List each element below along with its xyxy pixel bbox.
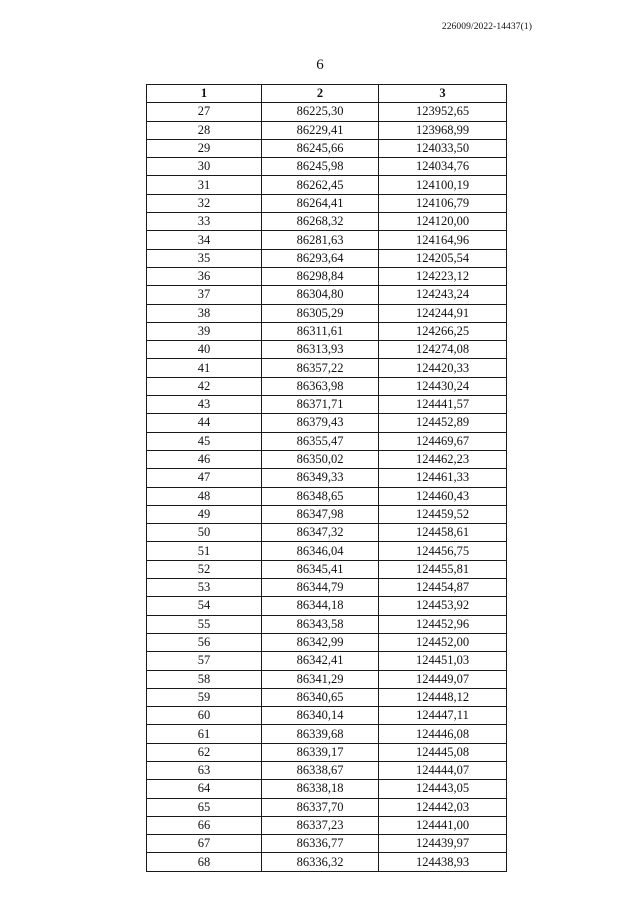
coordinate-y-cell: 124441,00 (379, 816, 507, 834)
point-number-cell: 37 (147, 286, 262, 304)
point-number-cell: 47 (147, 469, 262, 487)
coordinate-x-cell: 86313,93 (262, 341, 379, 359)
point-number-cell: 57 (147, 652, 262, 670)
point-number-cell: 63 (147, 761, 262, 779)
coordinate-y-cell: 124443,05 (379, 780, 507, 798)
coordinate-x-cell: 86245,66 (262, 139, 379, 157)
coordinate-x-cell: 86340,65 (262, 688, 379, 706)
coordinate-x-cell: 86339,17 (262, 743, 379, 761)
coordinate-x-cell: 86344,79 (262, 579, 379, 597)
table-row (147, 158, 507, 176)
coordinate-x-cell: 86268,32 (262, 213, 379, 231)
table-row (147, 267, 507, 285)
point-number-cell: 32 (147, 194, 262, 212)
coordinate-y-cell: 124438,93 (379, 853, 507, 871)
table-row (147, 743, 507, 761)
point-number-cell: 49 (147, 505, 262, 523)
coordinate-x-cell: 86305,29 (262, 304, 379, 322)
coordinate-y-cell: 124448,12 (379, 688, 507, 706)
point-number-cell: 33 (147, 213, 262, 231)
column-header-2: 2 (262, 85, 379, 103)
point-number-cell: 50 (147, 524, 262, 542)
point-number-cell: 44 (147, 414, 262, 432)
point-number-cell: 27 (147, 103, 262, 121)
coordinate-x-cell: 86281,63 (262, 231, 379, 249)
point-number-cell: 58 (147, 670, 262, 688)
table-row (147, 194, 507, 212)
coordinate-x-cell: 86350,02 (262, 450, 379, 468)
point-number-cell: 46 (147, 450, 262, 468)
table-row (147, 798, 507, 816)
coordinate-y-cell: 124462,23 (379, 450, 507, 468)
coordinate-y-cell: 124461,33 (379, 469, 507, 487)
coordinate-x-cell: 86340,14 (262, 707, 379, 725)
point-number-cell: 56 (147, 633, 262, 651)
table-row (147, 853, 507, 871)
table-row (147, 121, 507, 139)
point-number-cell: 34 (147, 231, 262, 249)
table-row (147, 816, 507, 834)
point-number-cell: 59 (147, 688, 262, 706)
table-row (147, 469, 507, 487)
coordinate-x-cell: 86225,30 (262, 103, 379, 121)
coordinate-x-cell: 86298,84 (262, 267, 379, 285)
coordinate-y-cell: 124266,25 (379, 322, 507, 340)
coordinate-y-cell: 124458,61 (379, 524, 507, 542)
coordinate-x-cell: 86336,77 (262, 835, 379, 853)
coordinate-x-cell: 86337,23 (262, 816, 379, 834)
coordinates-table (146, 84, 507, 872)
point-number-cell: 67 (147, 835, 262, 853)
table-row (147, 615, 507, 633)
point-number-cell: 51 (147, 542, 262, 560)
coordinate-y-cell: 124452,00 (379, 633, 507, 651)
coordinate-x-cell: 86311,61 (262, 322, 379, 340)
point-number-cell: 64 (147, 780, 262, 798)
table-row (147, 707, 507, 725)
coordinate-y-cell: 124447,11 (379, 707, 507, 725)
coordinate-y-cell: 124106,79 (379, 194, 507, 212)
column-header-3: 3 (379, 85, 507, 103)
table-row (147, 450, 507, 468)
coordinate-x-cell: 86347,98 (262, 505, 379, 523)
coordinate-x-cell: 86304,80 (262, 286, 379, 304)
table-row (147, 432, 507, 450)
coordinate-y-cell: 124441,57 (379, 396, 507, 414)
coordinate-x-cell: 86379,43 (262, 414, 379, 432)
point-number-cell: 60 (147, 707, 262, 725)
table-row (147, 176, 507, 194)
column-header-1: 1 (147, 85, 262, 103)
coordinate-x-cell: 86345,41 (262, 560, 379, 578)
coordinate-x-cell: 86347,32 (262, 524, 379, 542)
coordinate-x-cell: 86341,29 (262, 670, 379, 688)
coordinate-y-cell: 124243,24 (379, 286, 507, 304)
table-row (147, 560, 507, 578)
coordinate-x-cell: 86343,58 (262, 615, 379, 633)
point-number-cell: 62 (147, 743, 262, 761)
table-row (147, 231, 507, 249)
coordinate-y-cell: 124120,00 (379, 213, 507, 231)
point-number-cell: 54 (147, 597, 262, 615)
coordinate-y-cell: 124455,81 (379, 560, 507, 578)
coordinate-y-cell: 124274,08 (379, 341, 507, 359)
point-number-cell: 48 (147, 487, 262, 505)
coordinate-y-cell: 124244,91 (379, 304, 507, 322)
table-row (147, 688, 507, 706)
table-row (147, 213, 507, 231)
table-row (147, 725, 507, 743)
table-row (147, 304, 507, 322)
coordinate-y-cell: 124449,07 (379, 670, 507, 688)
table-row (147, 414, 507, 432)
point-number-cell: 43 (147, 396, 262, 414)
point-number-cell: 36 (147, 267, 262, 285)
coordinate-y-cell: 124444,07 (379, 761, 507, 779)
point-number-cell: 42 (147, 377, 262, 395)
coordinate-x-cell: 86337,70 (262, 798, 379, 816)
coordinate-y-cell: 124454,87 (379, 579, 507, 597)
coordinate-y-cell: 124456,75 (379, 542, 507, 560)
coordinate-y-cell: 124452,96 (379, 615, 507, 633)
coordinate-y-cell: 124469,67 (379, 432, 507, 450)
coordinate-y-cell: 124460,43 (379, 487, 507, 505)
coordinate-y-cell: 124442,03 (379, 798, 507, 816)
table-row (147, 835, 507, 853)
point-number-cell: 53 (147, 579, 262, 597)
table-row (147, 322, 507, 340)
coordinate-x-cell: 86293,64 (262, 249, 379, 267)
table-row (147, 103, 507, 121)
coordinate-y-cell: 123968,99 (379, 121, 507, 139)
coordinate-y-cell: 124430,24 (379, 377, 507, 395)
table-row (147, 761, 507, 779)
coordinate-y-cell: 124453,92 (379, 597, 507, 615)
coordinate-x-cell: 86342,99 (262, 633, 379, 651)
table-row (147, 377, 507, 395)
table-row (147, 359, 507, 377)
coordinate-y-cell: 124223,12 (379, 267, 507, 285)
table-row (147, 579, 507, 597)
coordinate-y-cell: 124452,89 (379, 414, 507, 432)
table-row (147, 652, 507, 670)
coordinate-y-cell: 124439,97 (379, 835, 507, 853)
coordinate-y-cell: 124445,08 (379, 743, 507, 761)
coordinate-x-cell: 86342,41 (262, 652, 379, 670)
coordinate-x-cell: 86371,71 (262, 396, 379, 414)
point-number-cell: 39 (147, 322, 262, 340)
point-number-cell: 52 (147, 560, 262, 578)
coordinate-x-cell: 86262,45 (262, 176, 379, 194)
coordinate-x-cell: 86346,04 (262, 542, 379, 560)
point-number-cell: 68 (147, 853, 262, 871)
table-row (147, 505, 507, 523)
coordinate-x-cell: 86357,22 (262, 359, 379, 377)
point-number-cell: 65 (147, 798, 262, 816)
coordinate-y-cell: 124446,08 (379, 725, 507, 743)
table-row (147, 396, 507, 414)
coordinate-y-cell: 124459,52 (379, 505, 507, 523)
coordinate-x-cell: 86339,68 (262, 725, 379, 743)
table-row (147, 633, 507, 651)
coordinate-x-cell: 86348,65 (262, 487, 379, 505)
coordinate-x-cell: 86338,67 (262, 761, 379, 779)
coordinate-x-cell: 86355,47 (262, 432, 379, 450)
coordinate-x-cell: 86363,98 (262, 377, 379, 395)
coordinate-x-cell: 86336,32 (262, 853, 379, 871)
point-number-cell: 55 (147, 615, 262, 633)
coordinate-y-cell: 124420,33 (379, 359, 507, 377)
coordinate-y-cell: 124100,19 (379, 176, 507, 194)
coordinate-x-cell: 86338,18 (262, 780, 379, 798)
coordinate-y-cell: 124033,50 (379, 139, 507, 157)
point-number-cell: 45 (147, 432, 262, 450)
coordinate-x-cell: 86344,18 (262, 597, 379, 615)
table-row (147, 670, 507, 688)
coordinate-y-cell: 124451,03 (379, 652, 507, 670)
coordinate-y-cell: 124205,54 (379, 249, 507, 267)
point-number-cell: 38 (147, 304, 262, 322)
point-number-cell: 66 (147, 816, 262, 834)
table-row (147, 249, 507, 267)
point-number-cell: 28 (147, 121, 262, 139)
coordinate-x-cell: 86245,98 (262, 158, 379, 176)
table-header-row (147, 85, 507, 103)
coordinate-x-cell: 86349,33 (262, 469, 379, 487)
coordinate-x-cell: 86264,41 (262, 194, 379, 212)
point-number-cell: 30 (147, 158, 262, 176)
point-number-cell: 29 (147, 139, 262, 157)
table-row (147, 341, 507, 359)
table-row (147, 597, 507, 615)
table-row (147, 524, 507, 542)
table-row (147, 487, 507, 505)
page-number: 6 (316, 57, 324, 73)
table-row (147, 780, 507, 798)
coordinate-y-cell: 124034,76 (379, 158, 507, 176)
point-number-cell: 40 (147, 341, 262, 359)
document-id: 226009/2022-14437(1) (441, 22, 532, 32)
point-number-cell: 41 (147, 359, 262, 377)
table-row (147, 139, 507, 157)
point-number-cell: 61 (147, 725, 262, 743)
table-row (147, 542, 507, 560)
coordinate-x-cell: 86229,41 (262, 121, 379, 139)
table-row (147, 286, 507, 304)
table-body (147, 103, 507, 871)
point-number-cell: 35 (147, 249, 262, 267)
coordinate-y-cell: 124164,96 (379, 231, 507, 249)
coordinate-y-cell: 123952,65 (379, 103, 507, 121)
point-number-cell: 31 (147, 176, 262, 194)
